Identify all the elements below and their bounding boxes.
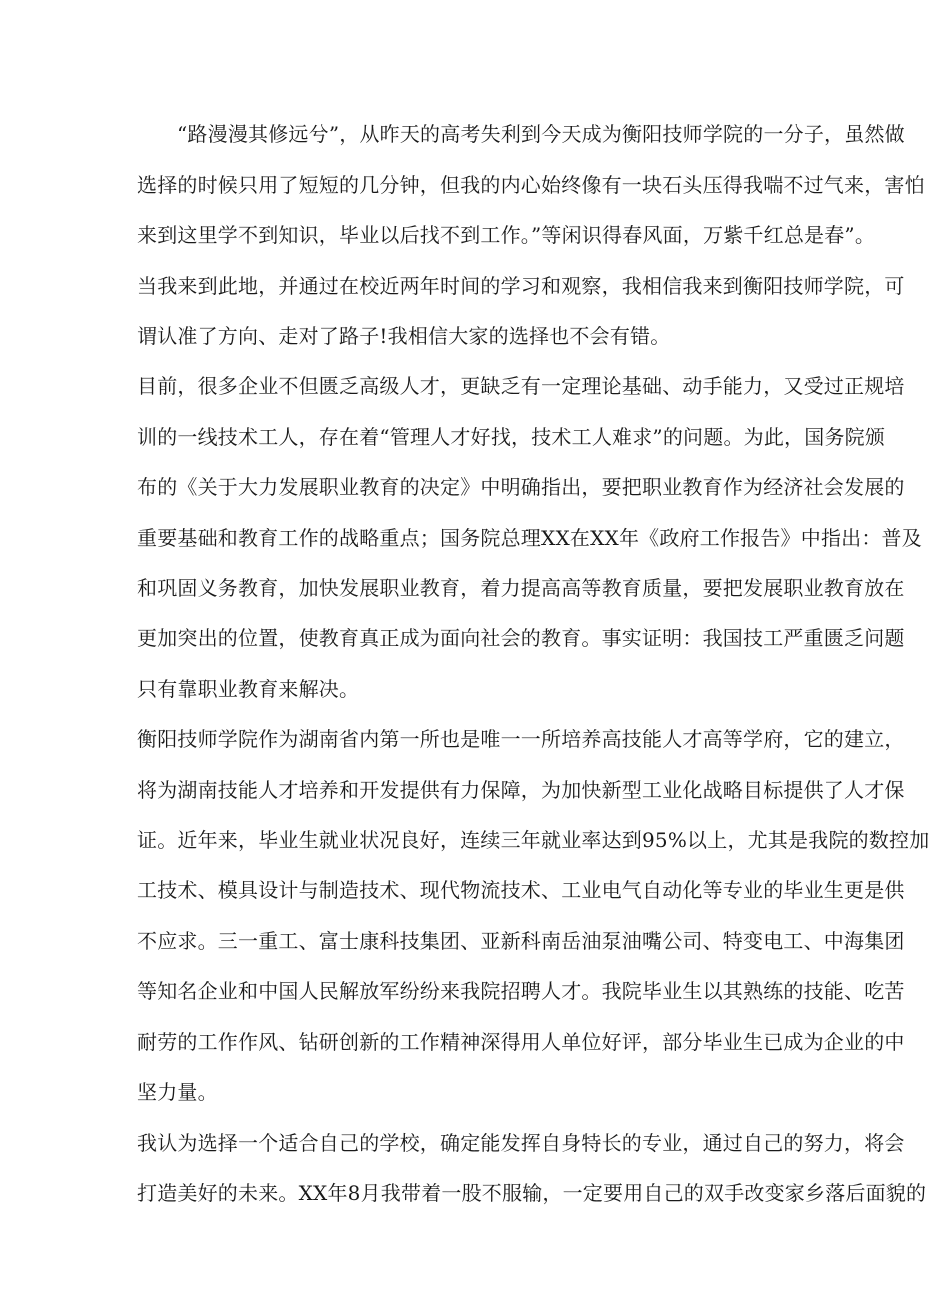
- paragraph-1-line-5: 谓认准了方向、走对了路子!我相信大家的选择也不会有错。: [137, 324, 671, 348]
- paragraph-1-line-4: 当我来到此地，并通过在校近两年时间的学习和观察，我相信我来到衡阳技师学院，可: [137, 274, 905, 298]
- paragraph-3-line-1: 衡阳技师学院作为湖南省内第一所也是唯一一所培养高技能人才高等学府，它的建立，: [137, 727, 905, 751]
- paragraph-3-line-2: 将为湖南技能人才培养和开发提供有力保障，为加快新型工业化战略目标提供了人才保: [137, 778, 905, 802]
- paragraph-2-line-5: 和巩固义务教育，加快发展职业教育，着力提高高等教育质量，要把发展职业教育放在: [137, 576, 905, 600]
- paragraph-2-line-4: 重要基础和教育工作的战略重点；国务院总理XX在XX年《政府工作报告》中指出：普及: [137, 526, 922, 550]
- paragraph-3-line-6: 等知名企业和中国人民解放军纷纷来我院招聘人才。我院毕业生以其熟练的技能、吃苦: [137, 979, 905, 1003]
- paragraph-2-line-2: 训的一线技术工人，存在着“管理人才好找，技术工人难求”的问题。为此，国务院颁: [137, 425, 886, 449]
- paragraph-1-line-1: “路漫漫其修远兮”，从昨天的高考失利到今天成为衡阳技师学院的一分子，虽然做: [177, 122, 905, 146]
- paragraph-3-line-4: 工技术、模具设计与制造技术、现代物流技术、工业电气自动化等专业的毕业生更是供: [137, 878, 905, 902]
- paragraph-2-line-7: 只有靠职业教育来解决。: [137, 677, 360, 701]
- paragraph-4-line-2: 打造美好的未来。XX年8月我带着一股不服输，一定要用自己的双手改变家乡落后面貌的: [137, 1181, 927, 1205]
- paragraph-3-line-5: 不应求。三一重工、富士康科技集团、亚新科南岳油泵油嘴公司、特变电工、中海集团: [137, 929, 905, 953]
- paragraph-1-line-3: 来到这里学不到知识，毕业以后找不到工作。”等闲识得春风面，万紫千红总是春”。: [137, 223, 876, 247]
- paragraph-3-line-8: 坚力量。: [137, 1080, 218, 1104]
- paragraph-2-line-6: 更加突出的位置，使教育真正成为面向社会的教育。事实证明：我国技工严重匮乏问题: [137, 626, 905, 650]
- paragraph-2-line-1: 目前，很多企业不但匮乏高级人才，更缺乏有一定理论基础、动手能力，又受过正规培: [137, 374, 905, 398]
- paragraph-3-line-7: 耐劳的工作作风、钻研创新的工作精神深得用人单位好评，部分毕业生已成为企业的中: [137, 1030, 905, 1054]
- paragraph-3-line-3: 证。近年来，毕业生就业状况良好，连续三年就业率达到95%以上，尤其是我院的数控加: [137, 828, 929, 852]
- paragraph-2-line-3: 布的《关于大力发展职业教育的决定》中明确指出，要把职业教育作为经济社会发展的: [137, 475, 905, 499]
- paragraph-1-line-2: 选择的时候只用了短短的几分钟，但我的内心始终像有一块石头压得我喘不过气来，害怕: [137, 173, 925, 197]
- paragraph-4-line-1: 我认为选择一个适合自己的学校，确定能发挥自身特长的专业，通过自己的努力，将会: [137, 1131, 905, 1155]
